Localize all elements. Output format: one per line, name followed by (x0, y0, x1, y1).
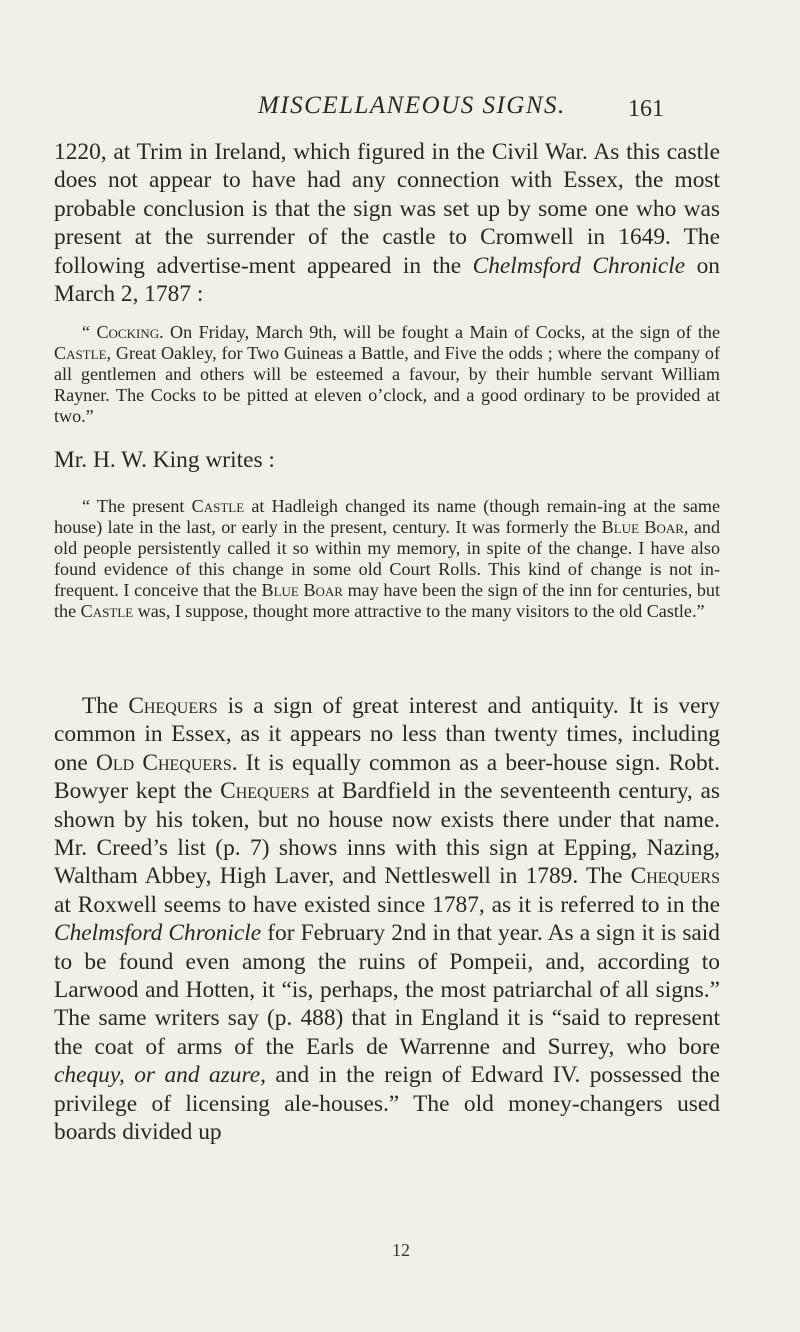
sign-name: Chequers (128, 693, 218, 719)
publication-title: Chelmsford Chronicle (472, 252, 686, 279)
attribution-line (54, 446, 720, 474)
attribution-text: Mr. H. W. King writes : (54, 447, 275, 473)
signature-mark: 12 (392, 1240, 410, 1260)
quote-cocking-advertisement (54, 322, 720, 427)
sign-name: Chequers (630, 863, 720, 890)
page-number: 161 (628, 96, 664, 122)
quote-king-letter (54, 496, 720, 623)
heraldic-term: chequy, or and azure, (54, 1062, 266, 1089)
sign-name: Old Chequers. (95, 749, 238, 776)
sign-name: Castle, (54, 343, 112, 364)
paragraph-text: 1220, at Trim in Ireland, which figured in the Civil War. As this castle does not appear to have had any connection with Essex, the most probable conclusion is that the sign was set up by some one who was present at the surrender of the castle to Cromwell in 1649. The following advertise-ment appeared in the Chelmsford Chronicle on March 2, 1787 : (54, 139, 720, 308)
sign-name: Castle (80, 601, 134, 622)
advert-heading: Cocking. (96, 322, 164, 342)
quote-text: “ Cocking. On Friday, March 9th, will be fought a Main of Cocks, at the sign of the Castle, Great Oakley, for Two Guineas a Battle, and Five the odds ; where the company of all gentlemen and others will be esteemed a favour, by their humble servant William Rayner. The Cocks to be pitted at eleven o’clock, and a good ordinary to be provided at two.” (54, 322, 721, 427)
paragraph-text: The Chequers is a sign of great interest and antiquity. It is very common in Essex, as it appears no less than twenty times, including one Old Chequers. It is equally common as a beer-house sign. Robt. Bowyer kept the Chequers at Bardfield in the seventeenth century, as shown by his token, but no house now exists there under that name. Mr. Creed’s list (p. 7) shows inns with this sign at Epping, Nazing, Waltham Abbey, High Laver, and Nettleswell in 1789. The Chequers at Roxwell seems to have existed since 1787, as it is referred to in the Chelmsford Chronicle for February 2nd in that year. As a sign it is said to be found even among the ruins of Pompeii, and, according to Larwood and Hotten, it “is, perhaps, the most patriarchal of all signs.” The same writers say (p. 488) that in England it is “said to represent the coat of arms of the Earls de Warrenne and Surrey, who bore chequy, or and azure, and in the reign of Edward IV. possessed the privilege of licensing ale-houses.” The old money-changers used boards divided up (54, 693, 720, 1146)
sign-name: Castle (191, 496, 245, 516)
sign-name: Blue Boar (261, 580, 343, 601)
sign-name: Chequers (220, 778, 310, 805)
paragraph-chequers (54, 692, 720, 1147)
paragraph-cromwell (54, 138, 720, 308)
publication-title: Chelmsford Chronicle (54, 920, 262, 947)
running-title: MISCELLANEOUS SIGNS. (258, 92, 566, 119)
sign-name: Blue Boar, (601, 517, 689, 538)
quote-text: “ The present Castle at Hadleigh changed its name (though remain-ing at the same house) late in the last, or early in the present, century. It was formerly the Blue Boar, and old people persistently called it so within my memory, in spite of the change. I have also found evidence of this change in some old Court Rolls. This kind of change is not in-frequent. I conceive that the Blue Boar may have been the sign of the inn for centuries, but the Castle was, I suppose, thought more attractive to the many visitors to the old Castle.” (54, 496, 721, 622)
